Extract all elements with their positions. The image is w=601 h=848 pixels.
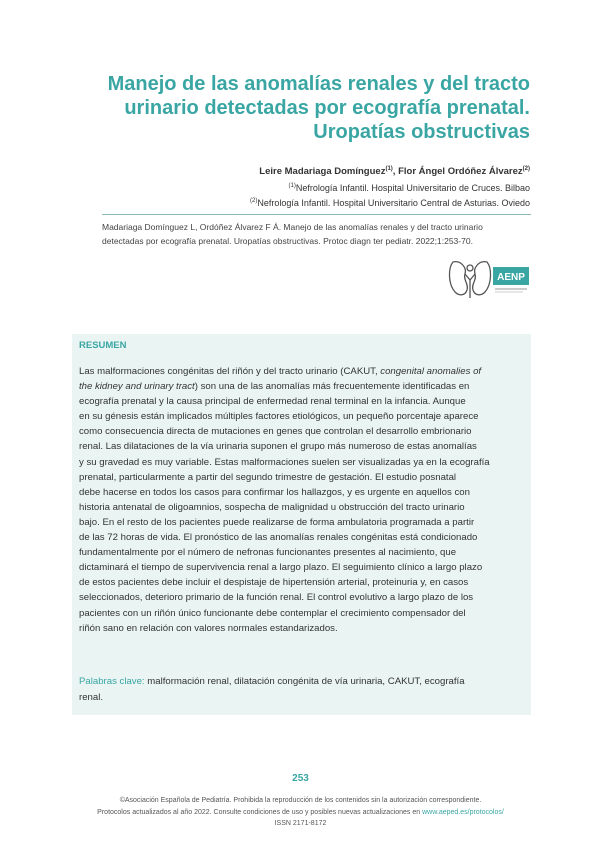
abstract-line: ecografía prenatal y la causa principal de enfermedad renal terminal en la infancia. Aunque [79,396,466,408]
aenp-logo [447,258,531,300]
abstract-line: de las 72 horas de vida. El pronóstico de las anomalías renales congénitas está condicionado [79,532,478,544]
issn: ISSN 2171-8172 [274,820,327,827]
author-separator: , [392,166,399,178]
abstract-line: y su gravedad es muy variable. Estas malformaciones suelen ser visualizadas ya en la ecografía [79,456,490,468]
copyright-line: ©Asociación Española de Pediatría. Prohibida la reproducción de los contenidos sin la autorización correspondiente. [119,797,482,804]
abstract-line: seleccionados, deterioro primario de la función renal. El control evolutivo a largo plazo de los [79,592,474,604]
abstract-text [79,364,525,636]
abstract-line: Las malformaciones congénitas del riñón y del tracto urinario (CAKUT, congenital anomalies of [79,366,482,377]
author-2-sup: (2) [522,166,530,172]
abstract-line: de estos pacientes debe incluir el despistaje de hipertensión arterial, proteinuria y, en casos [79,577,469,589]
abstract-line: the kidney and urinary tract) son una de las anomalías más frecuentemente identificadas en [79,381,470,393]
divider [102,214,531,215]
title-line: Manejo de las anomalías renales y del tracto [107,73,530,95]
author-block [250,163,530,210]
abstract-heading: RESUMEN [79,340,127,351]
update-line: Protocolos actualizados al año 2022. Consulte condiciones de uso y posibles nuevas actualizaciones en www.aeped.es/protocolos/ [97,808,504,816]
abstract-line: bajo. En el resto de los pacientes puede realizarse de forma ambulatoria programada a partir [79,516,475,528]
kidney-emblem-icon [449,262,490,298]
abstract-line: renal. Las dilataciones de la vía urinaria suponen el grupo más numeroso de estas anomalías [79,441,477,453]
page-number: 253 [292,773,309,784]
keywords-text: malformación renal, dilatación congénita de vía urinaria, CAKUT, ecografía [144,676,465,687]
citation [102,220,531,248]
abstract-line: debe hacerse en todos los casos para confirmar los hallazgos, y es urgente en aquellos con [79,486,470,498]
abstract-line: fundamentalmente por el número de nefronas funcionantes presentes al nacimiento, que [79,547,457,559]
protocols-link[interactable]: www.aeped.es/protocolos/ [422,808,504,816]
title-line: urinario detectadas por ecografía prenatal. [124,97,530,119]
keywords [79,674,525,705]
title-line: Uropatías obstructivas [313,121,530,143]
author-2: Flor Ángel Ordóñez Álvarez [398,166,523,178]
keywords-label: Palabras clave: [79,676,145,687]
abstract-line: riñón sano en relación con valores normales estandarizados. [79,622,338,634]
author-1: Leire Madariaga Domínguez [259,166,386,178]
logo-text: AENP [497,272,525,283]
abstract-line: como consecuencia directa de mutaciones en genes que controlan el desarrollo embrionario [79,426,472,438]
footer [0,795,601,830]
abstract-line: en su génesis están implicados múltiples factores etiológicos, un pequeño porcentaje aparece [79,411,479,423]
article-title [60,72,530,144]
author-names [250,163,530,178]
keywords-text: renal. [79,691,103,703]
abstract-line: historia antenatal de oligoamnios, sospecha de malignidad u obstrucción del tracto urinario [79,501,465,513]
abstract-line: dictaminará el tiempo de supervivencia renal a largo plazo. El seguimiento clínico a largo plazo [79,562,483,574]
citation-line: detectadas por ecografía prenatal. Uropatías obstructivas. Protoc diagn ter pediatr. 2022;1:253-70. [102,236,473,246]
abstract-box [72,334,531,715]
affiliation-1: $^{(1)}$Nefrología Infantil. Hospital Universitario de Cruces. Bilbao [288,183,530,194]
abstract-line: pacientes con un riñón único funcionante debe contemplar el crecimiento compensador del [79,607,466,619]
abstract-line: prenatal, particularmente a partir del segundo trimestre de gestación. El estudio posnatal [79,471,457,483]
citation-line: Madariaga Domínguez L, Ordóñez Álvarez F Á. Manejo de las anomalías renales y del tracto urinario [102,222,483,232]
affiliation-2: $^{(2)}$Nefrología Infantil. Hospital Universitario Central de Asturias. Oviedo [250,198,530,209]
author-1-sup: (1) [385,166,393,172]
